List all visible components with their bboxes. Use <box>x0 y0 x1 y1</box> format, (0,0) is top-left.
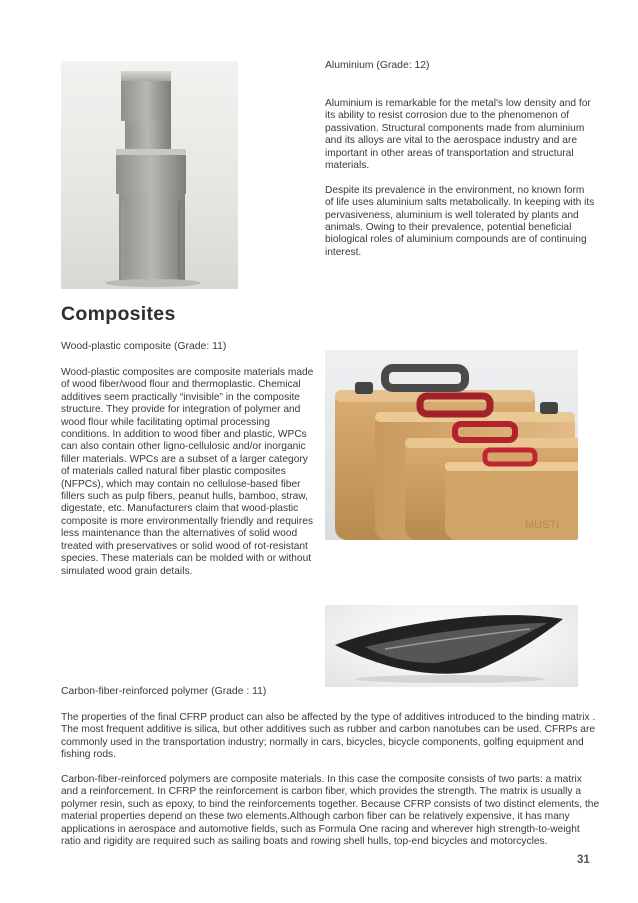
wood-plastic-description <box>61 367 315 578</box>
cases-brand-text: MUSTI <box>525 519 560 531</box>
carbon-fiber-sculpture-photo <box>325 605 578 687</box>
aluminium-cubes-photo <box>61 61 238 289</box>
wood-plastic-heading: Wood-plastic composite (Grade: 11) <box>61 341 227 352</box>
cfrp-heading: Carbon-fiber-reinforced polymer (Grade : 11) <box>61 686 267 697</box>
aluminium-paragraph: Aluminium is remarkable for the metal's low density and for its ability to resist corrosion due to the phenomenon of passivation. Structural components made from aluminium and its alloys are vital to the aerospace industry and are important in other areas of transportation and structural materials. <box>325 98 591 172</box>
section-title: Composites <box>61 303 176 325</box>
cfrp-paragraph: The properties of the final CFRP product can also be affected by the type of additives introduced to the binding matrix . The most frequent additive is silica, but other additives such as rubber and carbon nanotubes can be used. CFRPs are commonly used in the transportation industry; normally in cars, bicycles, bicycle components, golfing equipment and fishing rods. <box>61 712 596 761</box>
wood-plastic-paragraph: Wood-plastic composites are composite materials made of wood fiber/wood flour and thermoplastic. Chemical additives seem practically “invisible” in the composite structure. They provide for integration of polymer and wood flour while facilitating optimal processing conditions. In addition to wood fiber and plastic, WPCs can also contain other ligno-cellulosic and/or inorganic filler materials. WPCs are a subset of a larger category of materials called natural fiber plastic composites (NFPCs), which may contain no cellulose-based fiber fillers such as pulp fibers, peanut hulls, bamboo, straw, digestate, etc. Manufacturers claim that wood-plastic composite is more environmentally friendly and requires less maintenance than the alternatives of solid wood treated with preservatives or solid wood of rot-resistant species. These materials can be molded with or without simulated wood grain details. <box>61 367 314 577</box>
page-number: 31 <box>577 854 590 866</box>
plastic-cases-photo <box>325 350 578 540</box>
aluminium-description <box>325 98 595 259</box>
aluminium-heading: Aluminium (Grade: 12) <box>325 60 430 71</box>
cfrp-description <box>61 712 601 848</box>
aluminium-paragraph: Despite its prevalence in the environment, no known form of life uses aluminium salts metabolically. In keeping with its pervasiveness, aluminium is well tolerated by plants and animals. Owing to their prevalence, potential beneficial biological roles of aluminium compounds are of continuing interest. <box>325 184 595 258</box>
cfrp-paragraph: Carbon-fiber-reinforced polymers are composite materials. In this case the composite consists of two parts: a matrix and a reinforcement. In CFRP the reinforcement is carbon fiber, which provides the strength. The matrix is usually a polymer resin, such as epoxy, to bind the reinforcements together. Because CFRP consists of two distinct elements, the material properties depend on these two elements.Although carbon fiber can be relatively expensive, it has many applications in aerospace and automotive fields, such as Formula One racing and wherever high strength-to-weight ratio and rigidity are required such as sailing boats and rowing shell hulls, top-end bicycles and motorcycles. <box>61 774 600 848</box>
